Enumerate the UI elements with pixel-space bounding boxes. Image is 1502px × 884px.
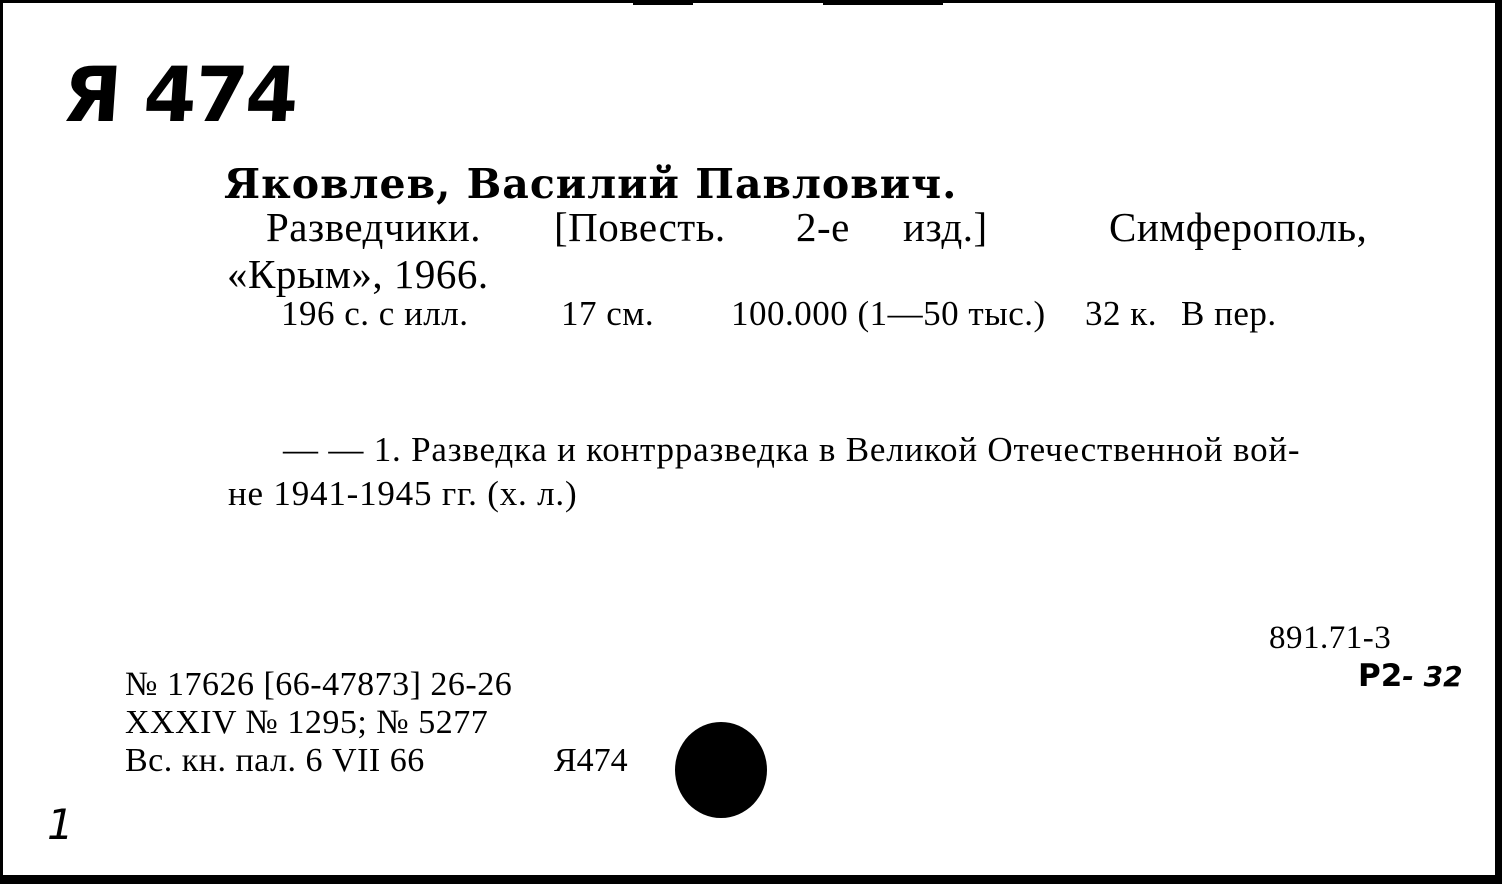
subject-line-1: — — 1. Разведка и контрразведка в Великой Отечественной вой- (283, 430, 1301, 469)
author-mark-handwritten: - 32 (1402, 660, 1463, 693)
author-mark (1358, 658, 1463, 694)
publication-place: Симферополь, (1109, 204, 1368, 250)
print-run: 100.000 (1—50 тыс.) (731, 294, 1046, 333)
genre-note: [Повесть. (554, 204, 726, 250)
edition: 2-е (796, 204, 850, 250)
top-edge-mark (823, 2, 943, 5)
handwritten-sheet-number: 1 (47, 800, 74, 849)
top-edge-mark (633, 2, 693, 5)
card-top-edge (3, 2, 1495, 3)
record-line-1: № 17626 [66-47873] 26-26 (125, 666, 513, 703)
pages: 196 с. с илл. (281, 294, 469, 333)
edition-abbr: изд.] (903, 204, 988, 250)
size: 17 см. (561, 294, 655, 333)
subject-line-2: не 1941-1945 гг. (х. л.) (228, 474, 578, 513)
card-bottom-edge (3, 875, 1495, 878)
price: 32 к. (1085, 294, 1158, 333)
publisher-line: «Крым», 1966. (227, 251, 489, 297)
handwritten-call-number: Я 474 (59, 50, 300, 139)
punch-hole (675, 722, 767, 818)
binding: В пер. (1181, 294, 1277, 333)
author-mark-printed: Р2 (1358, 658, 1403, 694)
classification-number: 891.71-3 (1269, 620, 1392, 656)
record-call-number: Я474 (554, 742, 628, 779)
record-line-3: Вс. кн. пал. 6 VII 66 (125, 742, 425, 779)
catalog-card (3, 2, 1495, 878)
record-line-2: XXXIV № 1295; № 5277 (125, 704, 489, 741)
title: Разведчики. (266, 204, 482, 250)
author-heading: Яковлев, Василий Павлович. (224, 160, 958, 208)
